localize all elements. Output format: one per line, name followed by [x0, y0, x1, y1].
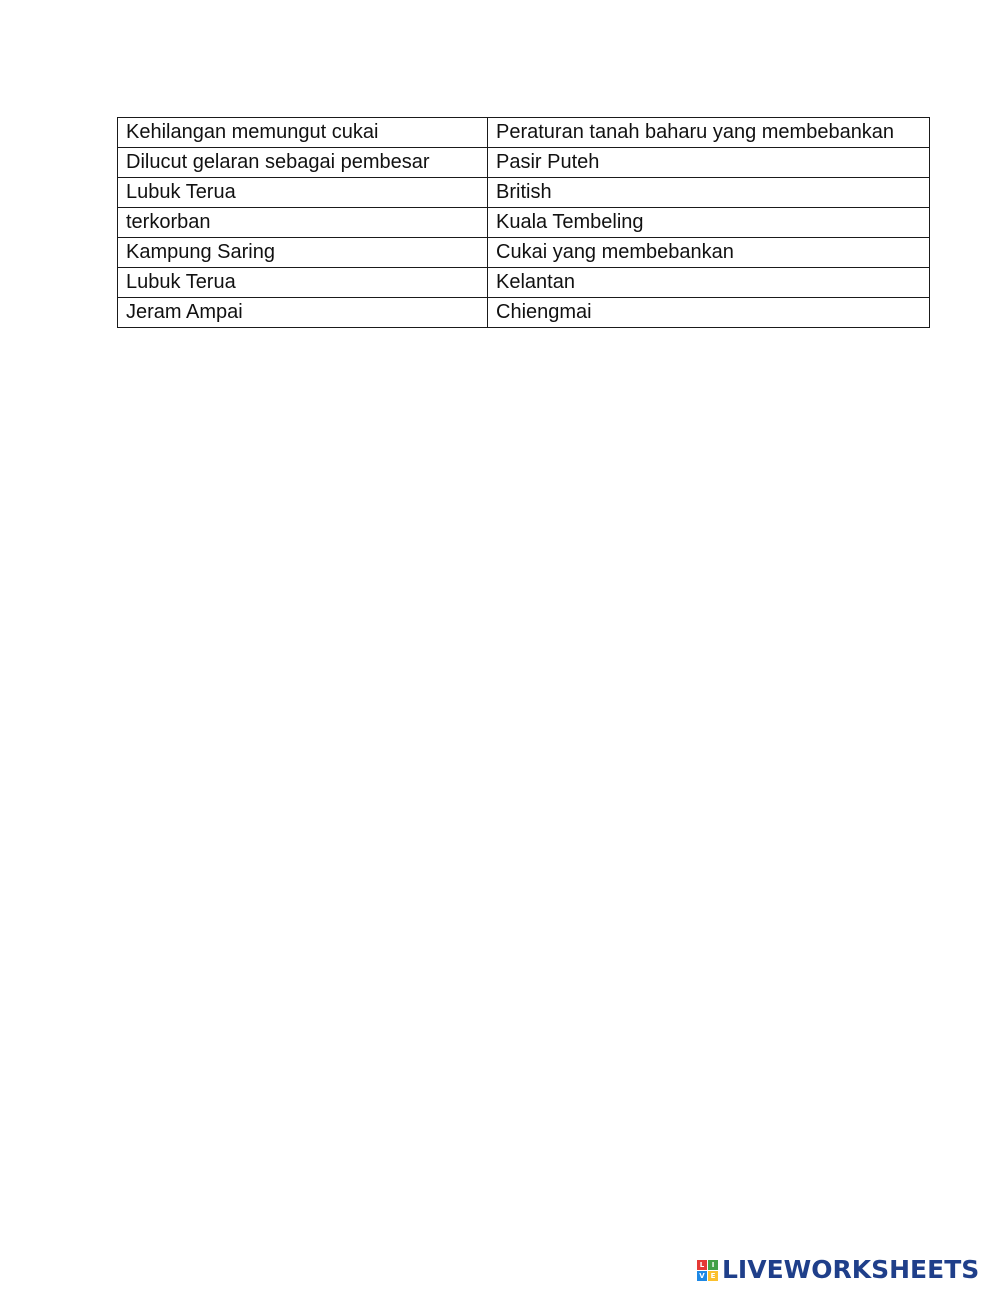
left-cell: Dilucut gelaran sebagai pembesar [118, 148, 488, 178]
left-cell: Jeram Ampai [118, 298, 488, 328]
table-row [118, 208, 930, 238]
right-cell: Peraturan tanah baharu yang membebankan [488, 118, 930, 148]
left-cell: Lubuk Terua [118, 178, 488, 208]
right-cell: Cukai yang membebankan [488, 238, 930, 268]
logo-block-e: E [708, 1271, 718, 1281]
right-cell: British [488, 178, 930, 208]
left-cell: Kampung Saring [118, 238, 488, 268]
table-row [118, 268, 930, 298]
table-row [118, 148, 930, 178]
logo-block-l: L [697, 1260, 707, 1270]
right-cell: Kuala Tembeling [488, 208, 930, 238]
table-row [118, 298, 930, 328]
right-cell: Pasir Puteh [488, 148, 930, 178]
left-cell: terkorban [118, 208, 488, 238]
logo-blocks-icon [697, 1260, 718, 1281]
left-cell: Kehilangan memungut cukai [118, 118, 488, 148]
logo-block-i: I [708, 1260, 718, 1270]
matching-table [117, 117, 930, 328]
table-row [118, 238, 930, 268]
logo-block-v: V [697, 1271, 707, 1281]
liveworksheets-logo [697, 1255, 979, 1285]
right-cell: Kelantan [488, 268, 930, 298]
right-cell: Chiengmai [488, 298, 930, 328]
left-cell: Lubuk Terua [118, 268, 488, 298]
table-row [118, 118, 930, 148]
table-row [118, 178, 930, 208]
brand-name: LIVEWORKSHEETS [722, 1255, 980, 1284]
